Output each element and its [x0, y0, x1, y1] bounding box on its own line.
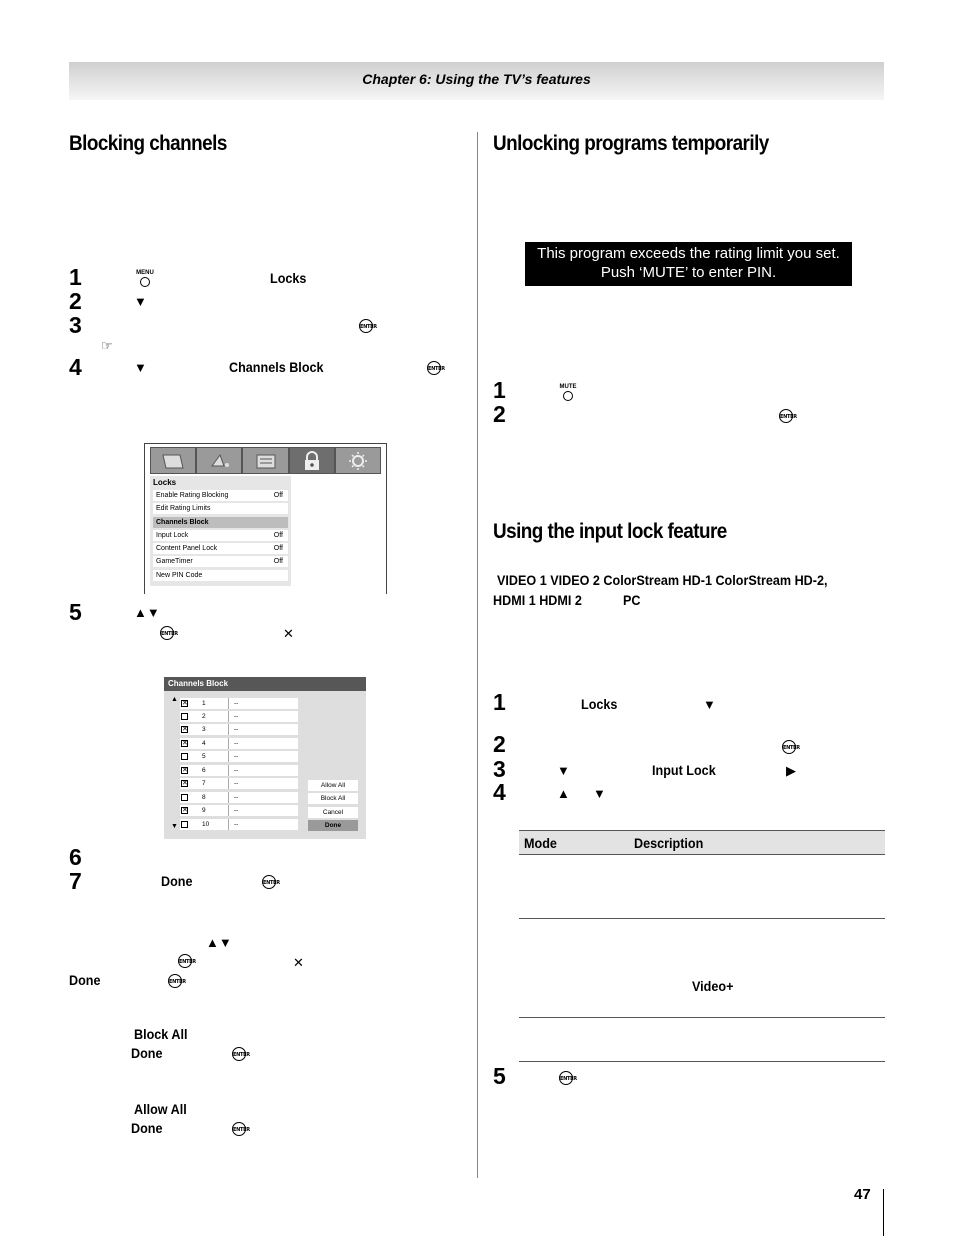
enter-button-icon: ENTER	[160, 626, 174, 640]
table-row-divider	[519, 1061, 885, 1062]
enter-button-icon: ENTER	[359, 319, 373, 333]
locks-menu-item[interactable]: Content Panel Lock Off	[153, 543, 288, 554]
x-mark-icon: ✕	[293, 955, 304, 970]
channel-row[interactable]: 10 --	[180, 819, 298, 830]
down-arrow-icon: ▼	[134, 360, 147, 375]
inputs-list-line-2: HDMI 1 HDMI 2	[493, 592, 582, 608]
scroll-down-icon: ▼	[171, 823, 178, 830]
locks-menu-title: Locks	[153, 478, 177, 487]
locks-menu-item-selected[interactable]: Channels Block	[153, 517, 288, 528]
channel-row[interactable]: ✕ 3 --	[180, 724, 298, 735]
page-edge-rule	[883, 1189, 884, 1236]
step-3-number: 3	[69, 312, 82, 338]
input-lock-heading: Using the input lock feature	[493, 520, 727, 543]
video-plus-label: Video+	[692, 978, 734, 994]
pointer-icon: ☞	[101, 338, 113, 353]
enter-button-icon: ENTER	[779, 409, 793, 423]
warning-line-2: Push ‘MUTE’ to enter PIN.	[600, 264, 777, 281]
setup-menu-icon	[243, 448, 287, 473]
done-label: Done	[131, 1045, 163, 1061]
right-arrow-icon: ▶	[786, 763, 796, 778]
step-5-number: 5	[69, 599, 82, 625]
done-label: Done	[161, 873, 193, 889]
scroll-up-icon: ▲	[171, 696, 178, 703]
rating-warning-box	[525, 242, 852, 286]
menu-icon-bar	[150, 447, 381, 474]
locks-menu-item[interactable]: Enable Rating Blocking Off	[153, 490, 288, 501]
unlock-step-2-number: 2	[493, 401, 506, 427]
block-all-label: Block All	[134, 1026, 188, 1042]
locks-menu-item[interactable]: Edit Rating Limits	[153, 503, 288, 514]
input-step-5-number: 5	[493, 1063, 506, 1089]
input-step-2-number: 2	[493, 731, 506, 757]
input-step-1-number: 1	[493, 689, 506, 715]
allow-all-label: Allow All	[134, 1101, 187, 1117]
enter-button-icon: ENTER	[168, 974, 182, 988]
enter-button-icon: ENTER	[559, 1071, 573, 1085]
menu-button-icon: MENU	[133, 270, 157, 287]
channel-row[interactable]: 2 --	[180, 711, 298, 722]
down-arrow-icon: ▼	[134, 294, 147, 309]
channels-block-title: Channels Block	[164, 677, 366, 691]
channel-row[interactable]: ✕ 6 --	[180, 765, 298, 776]
up-arrow-icon: ▲	[557, 786, 570, 801]
channel-row[interactable]: ✕ 4 --	[180, 738, 298, 749]
warning-line-1: This program exceeds the rating limit you set.	[537, 245, 840, 262]
done-label: Done	[131, 1120, 163, 1136]
mode-table-header	[519, 830, 885, 855]
mode-column-header: Mode	[524, 835, 557, 851]
block-all-button[interactable]: Block All	[308, 793, 358, 804]
unlock-step-1-number: 1	[493, 377, 506, 403]
channel-row[interactable]: 8 --	[180, 792, 298, 803]
down-arrow-icon: ▼	[593, 786, 606, 801]
up-down-arrows-icon: ▲▼	[134, 605, 160, 620]
blocking-channels-heading: Blocking channels	[69, 132, 227, 155]
channel-row[interactable]: ✕ 7 --	[180, 778, 298, 789]
picture-menu-icon	[151, 448, 195, 473]
channel-row[interactable]: 5 --	[180, 751, 298, 762]
cancel-button[interactable]: Cancel	[308, 807, 358, 818]
enter-button-icon: ENTER	[232, 1122, 246, 1136]
step-2-number: 2	[69, 288, 82, 314]
allow-all-button[interactable]: Allow All	[308, 780, 358, 791]
step-7-number: 7	[69, 868, 82, 894]
step-1-number: 1	[69, 264, 82, 290]
channels-block-screenshot	[164, 677, 366, 839]
input-lock-label: Input Lock	[652, 762, 716, 778]
enter-button-icon: ENTER	[262, 875, 276, 889]
locks-label: Locks	[270, 270, 307, 286]
locks-menu-panel	[150, 476, 291, 586]
down-arrow-icon: ▼	[557, 763, 570, 778]
up-down-arrows-icon: ▲▼	[206, 935, 232, 950]
x-mark-icon: ✕	[283, 626, 294, 641]
done-label: Done	[69, 972, 101, 988]
chapter-header	[69, 62, 884, 100]
page-number: 47	[854, 1186, 871, 1203]
input-step-4-number: 4	[493, 779, 506, 805]
locks-label: Locks	[581, 696, 618, 712]
channel-row[interactable]: ✕ 1 --	[180, 698, 298, 709]
locks-menu-item[interactable]: New PIN Code	[153, 570, 288, 581]
description-column-header: Description	[634, 835, 704, 851]
table-row-divider	[519, 918, 885, 919]
mute-button-icon: MUTE	[556, 384, 580, 401]
locks-menu-item[interactable]: GameTimer Off	[153, 556, 288, 567]
done-button[interactable]: Done	[308, 820, 358, 831]
locks-menu-item[interactable]: Input Lock Off	[153, 530, 288, 541]
step-6-number: 6	[69, 844, 82, 870]
pc-input-label: PC	[623, 592, 641, 608]
unlocking-programs-heading: Unlocking programs temporarily	[493, 132, 769, 155]
table-row-divider	[519, 1017, 885, 1018]
column-divider	[477, 132, 478, 1178]
channel-row[interactable]: ✕ 9 --	[180, 805, 298, 816]
input-step-3-number: 3	[493, 756, 506, 782]
enter-button-icon: ENTER	[178, 954, 192, 968]
down-arrow-icon: ▼	[703, 697, 716, 712]
enter-button-icon: ENTER	[232, 1047, 246, 1061]
channels-block-label: Channels Block	[229, 359, 324, 375]
enter-button-icon: ENTER	[427, 361, 441, 375]
step-4-number: 4	[69, 354, 82, 380]
enter-button-icon: ENTER	[782, 740, 796, 754]
audio-menu-icon	[197, 448, 241, 473]
lock-menu-icon	[290, 448, 334, 473]
preferences-menu-icon	[336, 448, 380, 473]
inputs-list-line-1: VIDEO 1 VIDEO 2 ColorStream HD-1 ColorStream HD-2,	[497, 572, 828, 588]
chapter-title: Chapter 6: Using the TV’s features	[362, 71, 591, 87]
